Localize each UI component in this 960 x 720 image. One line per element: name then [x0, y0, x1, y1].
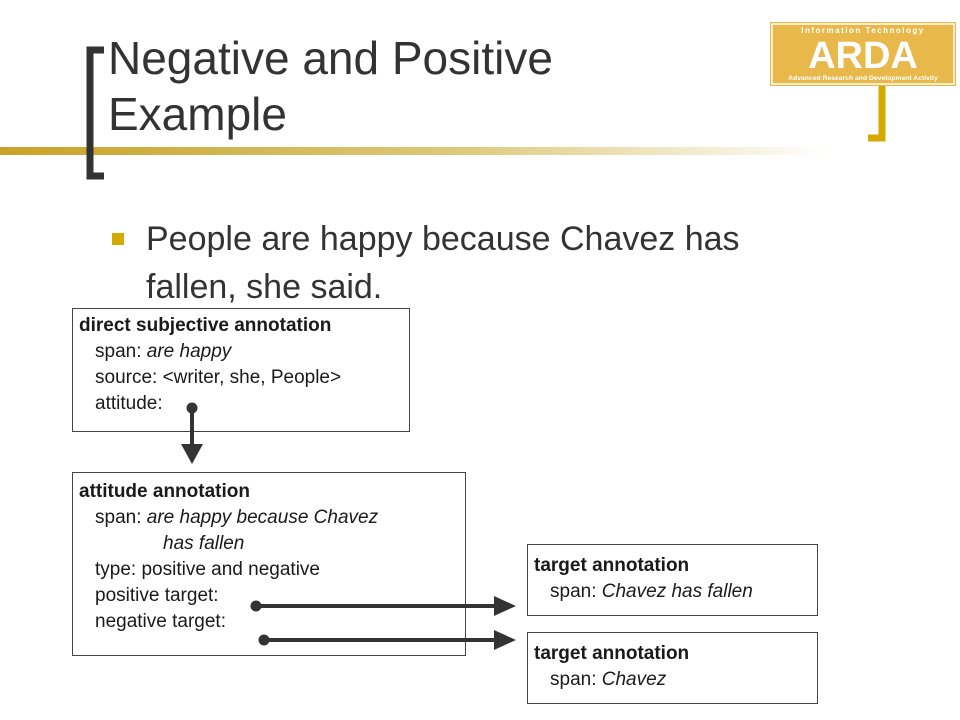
target2-span-value: Chavez: [601, 669, 667, 690]
target1-span-label: span:: [550, 581, 602, 602]
direct-span-label: span:: [95, 341, 147, 362]
direct-source-row: source: <writer, she, People>: [95, 367, 342, 388]
bullet-line-2: fallen, she said.: [146, 268, 383, 306]
attitude-link-arrow: [181, 403, 203, 465]
direct-span-value: are happy: [146, 341, 232, 362]
title-line-1: Negative and Positive: [108, 32, 553, 84]
direct-box-heading: direct subjective annotation: [79, 315, 332, 336]
target2-heading: target annotation: [534, 643, 690, 664]
logo-top-text: Information Technology: [801, 26, 925, 35]
attitude-positive-row: positive target:: [95, 585, 219, 606]
logo-main-text: ARDA: [808, 35, 918, 77]
attitude-negative-row: negative target:: [95, 611, 226, 632]
title-line-2: Example: [108, 88, 287, 140]
attitude-span-value-1: are happy because Chavez: [146, 507, 379, 528]
logo-sub-text: Advanced Research and Development Activity: [788, 75, 938, 82]
attitude-box-heading: attitude annotation: [79, 481, 250, 502]
positive-target-arrow: [251, 596, 517, 616]
attitude-span-value-2: has fallen: [163, 533, 245, 554]
target2-span-label: span:: [550, 669, 602, 690]
direct-attitude-row: attitude:: [95, 393, 163, 414]
negative-target-arrow: [259, 630, 517, 650]
target1-heading: target annotation: [534, 555, 690, 576]
attitude-type-row: type: positive and negative: [95, 559, 320, 580]
bullet-line-1: People are happy because Chavez has: [146, 220, 740, 258]
attitude-span-label: span:: [95, 507, 147, 528]
target1-span-value: Chavez has fallen: [601, 581, 753, 602]
